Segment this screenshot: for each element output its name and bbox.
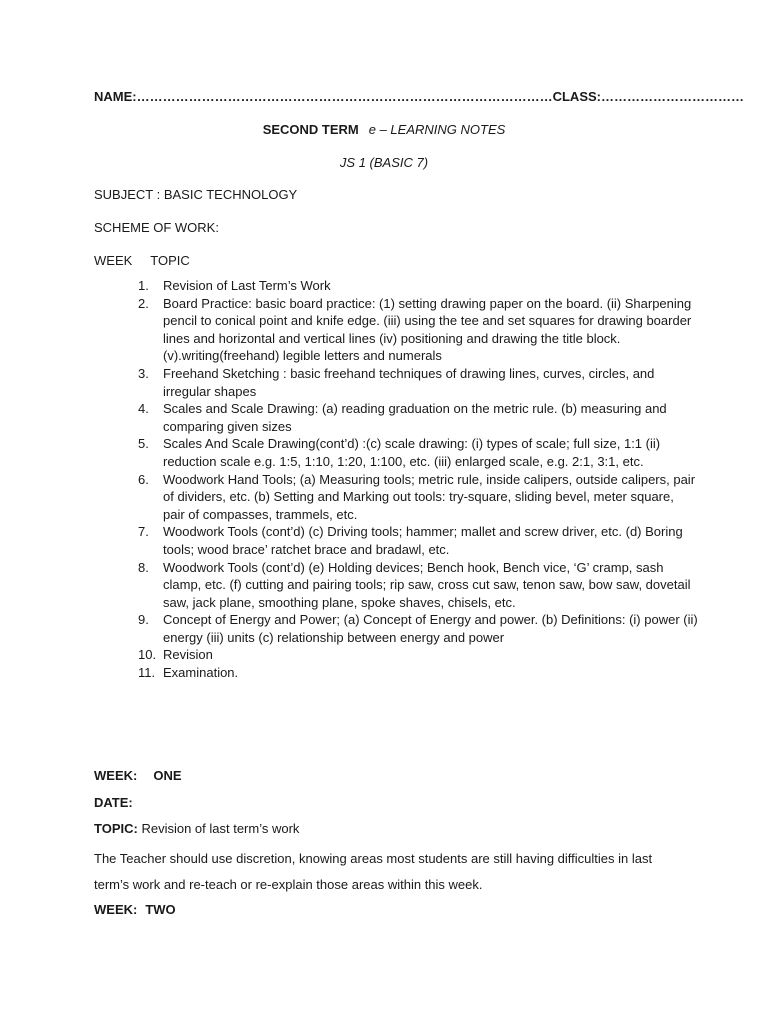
list-number: 9.	[138, 612, 149, 628]
list-text: Woodwork Hand Tools; (a) Measuring tools; metric rule, inside calipers, outside calipers, pair of dividers, etc. (b) Setting and Marking out tools: try-square, sliding bevel, meter square, pair of compasses, trammels, etc.	[163, 471, 696, 522]
list-text: Scales and Scale Drawing: (a) reading graduation on the metric rule. (b) measuring and comparing given sizes	[163, 401, 667, 434]
name-class-line: NAME:……………………………………………………………………………………CLASS:……………………………	[94, 89, 744, 104]
scheme-list	[138, 277, 698, 682]
list-number: 10.	[138, 647, 157, 663]
week-label: WEEK:	[94, 902, 138, 917]
list-number: 7.	[138, 524, 149, 540]
list-number: 11.	[138, 665, 156, 681]
week-one-heading	[94, 768, 182, 783]
week-one-body: The Teacher should use discretion, knowing areas most students are still having difficulties in last term’s work and re-teach or re-explain those areas within this week.	[94, 851, 653, 892]
list-item	[138, 523, 698, 558]
list-text: Concept of Energy and Power; (a) Concept of Energy and power. (b) Definitions: (i) power (ii) energy (iii) units (c) relationship between energy and power	[163, 612, 698, 645]
week-value: ONE	[153, 768, 182, 783]
list-item	[138, 435, 698, 470]
list-number: 2.	[138, 295, 149, 311]
list-item	[138, 365, 698, 400]
list-text: Woodwork Tools (cont’d) (c) Driving tools; hammer; mallet and screw driver, etc. (d) Boring tools; wood brace’ ratchet brace and bradawl, etc.	[163, 524, 683, 557]
list-text: Revision	[163, 647, 213, 663]
list-item	[138, 646, 698, 664]
topic-column-label: TOPIC	[150, 253, 190, 268]
week-two-heading	[94, 902, 176, 917]
list-item	[138, 559, 698, 612]
list-number: 5.	[138, 436, 149, 452]
list-item	[138, 277, 698, 295]
week-one-topic	[94, 821, 299, 836]
class-heading: JS 1 (BASIC 7)	[339, 155, 429, 170]
list-text: Examination.	[163, 665, 239, 681]
list-number: 1.	[138, 278, 149, 293]
document-title	[0, 122, 768, 137]
week-column-label: WEEK	[94, 253, 133, 268]
list-item	[138, 400, 698, 435]
title-notes: e – LEARNING NOTES	[368, 122, 506, 137]
list-item	[138, 611, 698, 646]
week-label: WEEK:	[94, 768, 138, 783]
title-term: SECOND TERM	[262, 122, 359, 137]
list-text: Board Practice: basic board practice: (1) setting drawing paper on the board. (ii) Sharpening pencil to conical point and knife edge. (iii) using the tee and set squares for drawing boarder lines and horizontal and vertical lines (iv) positioning and drawing the title block. (v).writing(freehand) legible letters and numerals	[163, 295, 692, 364]
list-item	[138, 471, 698, 524]
scheme-heading: SCHEME OF WORK:	[94, 220, 219, 235]
list-number: 8.	[138, 559, 149, 575]
week-topic-header	[94, 253, 190, 268]
list-text: Scales And Scale Drawing(cont’d) :(c) scale drawing: (i) types of scale; full size, 1:1 (ii) reduction scale e.g. 1:5, 1:10, 1:20, 1:100, etc. (iii) enlarged scale, e.g. 2:1, 3:1, etc.	[163, 436, 661, 469]
list-text: Freehand Sketching : basic freehand techniques of drawing lines, curves, circles, and irregular shapes	[163, 365, 655, 399]
list-number: 4.	[138, 401, 149, 417]
topic-value: Revision of last term’s work	[141, 821, 300, 836]
list-number: 3.	[138, 365, 149, 381]
week-value: TWO	[145, 902, 176, 917]
date-label: DATE:	[94, 795, 133, 810]
list-text: Woodwork Tools (cont’d) (e) Holding devices; Bench hook, Bench vice, ‘G’ cramp, sash clamp, etc. (f) cutting and pairing tools; rip saw, cross cut saw, tenon saw, bow saw, dovetail saw, jack plane, smoothing plane, spoke shaves, chisels, etc.	[163, 559, 691, 610]
list-number: 6.	[138, 471, 149, 487]
subject-line: SUBJECT : BASIC TECHNOLOGY	[94, 187, 298, 202]
topic-label: TOPIC:	[94, 821, 138, 836]
list-text: Revision of Last Term’s Work	[163, 278, 331, 293]
list-item	[138, 295, 698, 365]
list-item	[138, 664, 698, 682]
